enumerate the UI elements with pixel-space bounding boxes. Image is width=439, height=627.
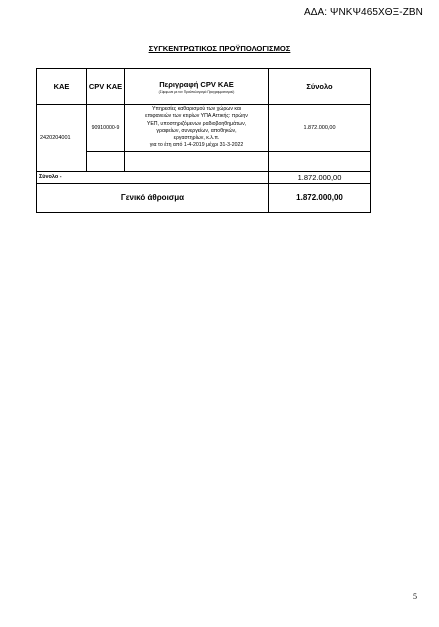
grand-total-row: [37, 183, 371, 212]
page-number: 5: [413, 592, 417, 601]
table-empty-row: [37, 151, 371, 171]
header-description: [125, 69, 269, 105]
header-total: Σύνολο: [269, 69, 371, 105]
empty-cell: [87, 151, 125, 171]
header-description-note: (Σύμφωνα με τον Προϋπολογισμό Προγραμματισμού): [158, 89, 235, 94]
description-line: ΥΕΠ, υποστηριζόμενων ραδιοβοηθημάτων,: [146, 120, 247, 127]
header-cpv-label: CPV ΚΑΕ: [88, 82, 123, 91]
grand-total-label: Γενικό άθροισμα: [37, 183, 269, 212]
empty-cell: [269, 151, 371, 171]
description-line: εργαστηρίων, κ.λ.π.: [173, 135, 220, 142]
header-description-label: Περιγραφή CPV ΚΑΕ: [159, 79, 234, 89]
description-line: γραφείων, συνεργείων, αποθηκών,: [156, 127, 237, 134]
table-header-row: [37, 69, 371, 105]
grand-total-value: 1.872.000,00: [269, 183, 371, 212]
row-cpv: 90910000-9: [87, 105, 125, 152]
ada-code: ΑΔΑ: ΨΝΚΨ465ΧΘΞ-ΖΒΝ: [303, 7, 423, 18]
empty-cell: [125, 151, 269, 171]
description-line: επιφανειών των κτιρίων ΥΠΑ Αττικής: πρώην: [145, 113, 248, 120]
budget-table: [36, 68, 371, 213]
subtotal-row: [37, 171, 371, 183]
row-amount: 1.872.000,00: [269, 105, 371, 152]
description-line: για το έτη από 1-4-2019 μέχρι 31-3-2022: [149, 142, 244, 149]
document-title: ΣΥΓΚΕΝΤΡΩΤΙΚΟΣ ΠΡΟΫΠΟΛΟΓΙΣΜΟΣ: [148, 44, 291, 53]
row-description: [125, 105, 269, 152]
header-kae: ΚΑΕ: [37, 69, 87, 105]
row-kae: 2420204001: [37, 105, 87, 172]
subtotal-value: 1.872.000,00: [269, 171, 371, 183]
table-row: [37, 105, 371, 152]
header-cpv: [87, 69, 125, 105]
subtotal-label: Σύνολο -: [37, 171, 269, 183]
description-line: Υπηρεσίες καθαρισμού των χώρων και: [151, 106, 242, 112]
